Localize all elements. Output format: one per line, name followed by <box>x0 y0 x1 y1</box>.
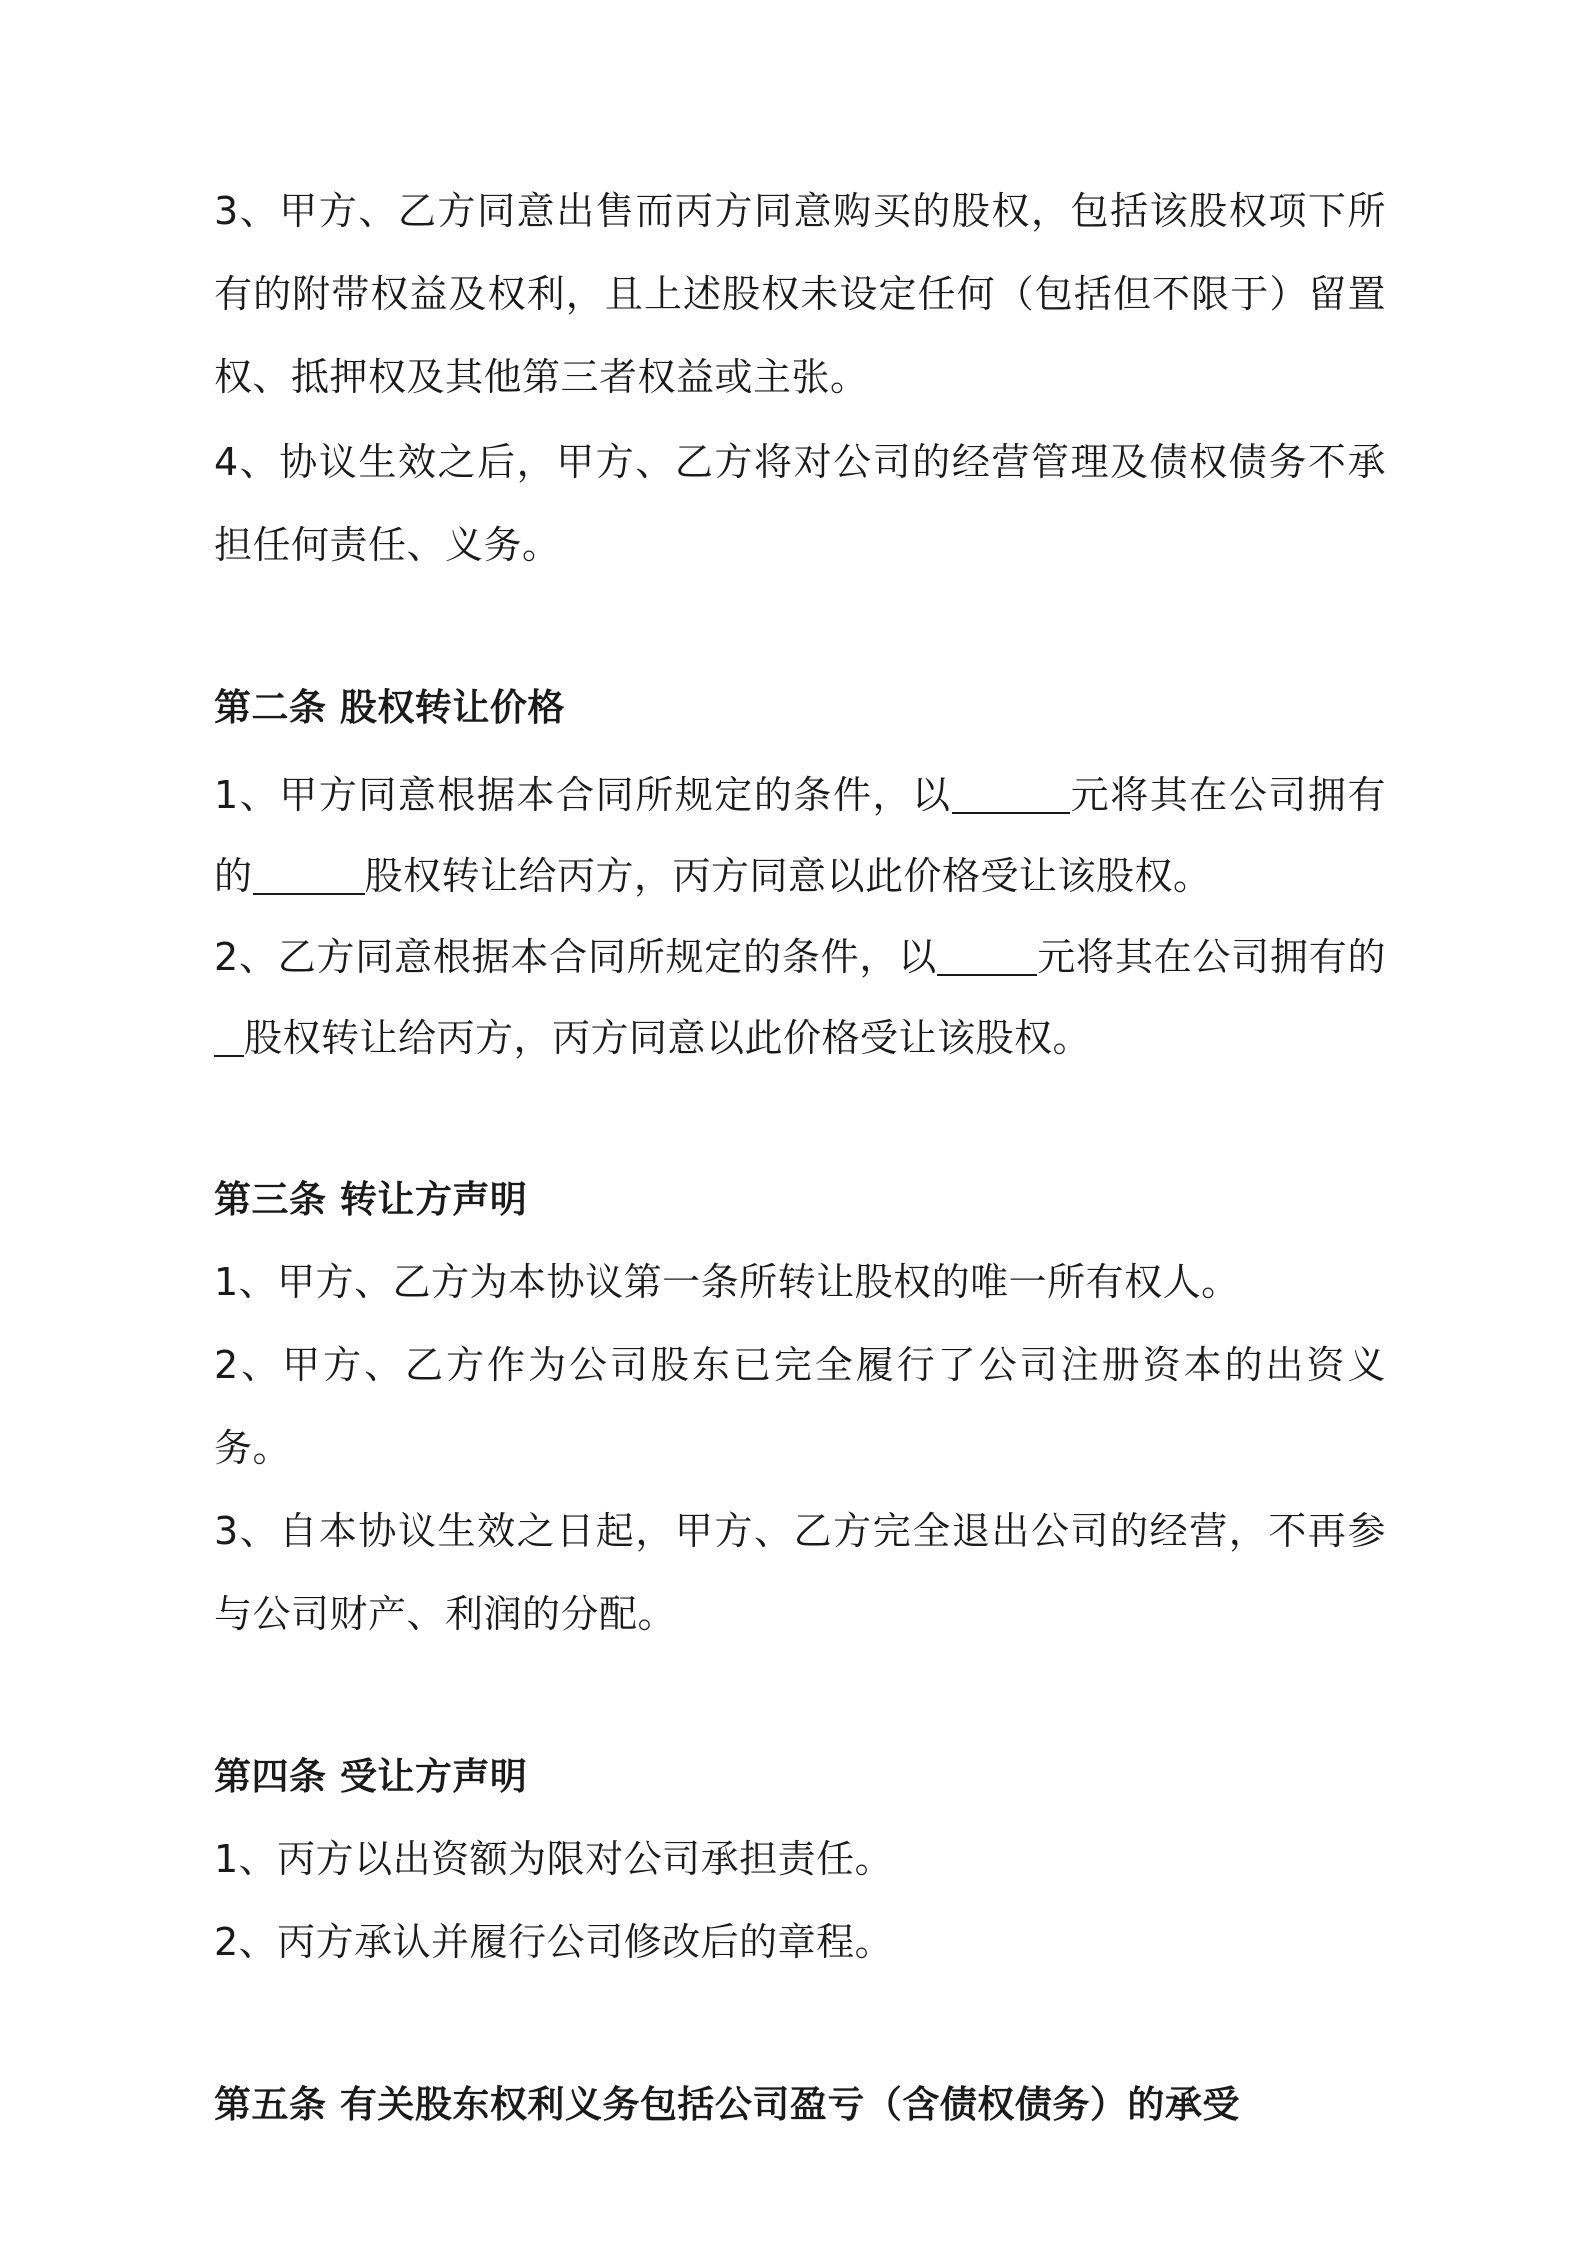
clause-2-1-part-a: 1、甲方同意根据本合同所规定的条件，以 <box>214 773 952 817</box>
clause-3-1: 1、甲方、乙方为本协议第一条所转让股权的唯一所有权人。 <box>214 1260 1240 1304</box>
clause-3-3: 3、自本协议生效之日起，甲方、乙方完全退出公司的经营，不再参与公司财产、利润的分配。 <box>214 1509 1386 1636</box>
price-blank-party-a[interactable] <box>952 772 1070 814</box>
clause-2-2-part-b: 元将其在公司拥有的 <box>1036 935 1386 979</box>
article-5-heading: 第五条 有关股东权利义务包括公司盈亏（含债权债务）的承受 <box>214 2083 1240 2126</box>
clause-2-1-part-c: 股权转让给丙方，丙方同意以此价格受让该股权。 <box>364 854 1212 898</box>
article-2-heading: 第二条 股权转让价格 <box>214 686 565 729</box>
clause-2-1 <box>214 755 1386 917</box>
clause-2-2-part-c: 股权转让给丙方，丙方同意以此价格受让该股权。 <box>244 1016 1092 1060</box>
clause-2-2 <box>214 917 1386 1079</box>
clause-3-2: 2、甲方、乙方作为公司股东已完全履行了公司注册资本的出资义务。 <box>214 1343 1386 1470</box>
clause-4-2: 2、丙方承认并履行公司修改后的章程。 <box>214 1920 894 1964</box>
share-blank-party-a[interactable] <box>265 853 365 895</box>
clause-4-1: 1、丙方以出资额为限对公司承担责任。 <box>214 1837 894 1881</box>
document-page <box>214 170 1386 2146</box>
article-4-heading: 第四条 受让方声明 <box>214 1755 528 1798</box>
clause-1-4: 4、协议生效之后，甲方、乙方将对公司的经营管理及债权债务不承担任何责任、义务。 <box>214 440 1386 567</box>
article-3-heading: 第三条 转让方声明 <box>214 1178 528 1221</box>
clause-2-2-part-a: 2、乙方同意根据本合同所规定的条件，以 <box>214 935 937 979</box>
share-blank-party-b[interactable] <box>214 1015 244 1057</box>
share-blank-party-a-start[interactable] <box>253 853 265 895</box>
clause-2-1-part-b: 元将其在公司拥有的 <box>214 773 1386 898</box>
clause-1-3: 3、甲方、乙方同意出售而丙方同意购买的股权，包括该股权项下所有的附带权益及权利，且上述股权未设定任何（包括但不限于）留置权、抵押权及其他第三者权益或主张。 <box>214 189 1386 399</box>
price-blank-party-b[interactable] <box>937 934 1037 976</box>
